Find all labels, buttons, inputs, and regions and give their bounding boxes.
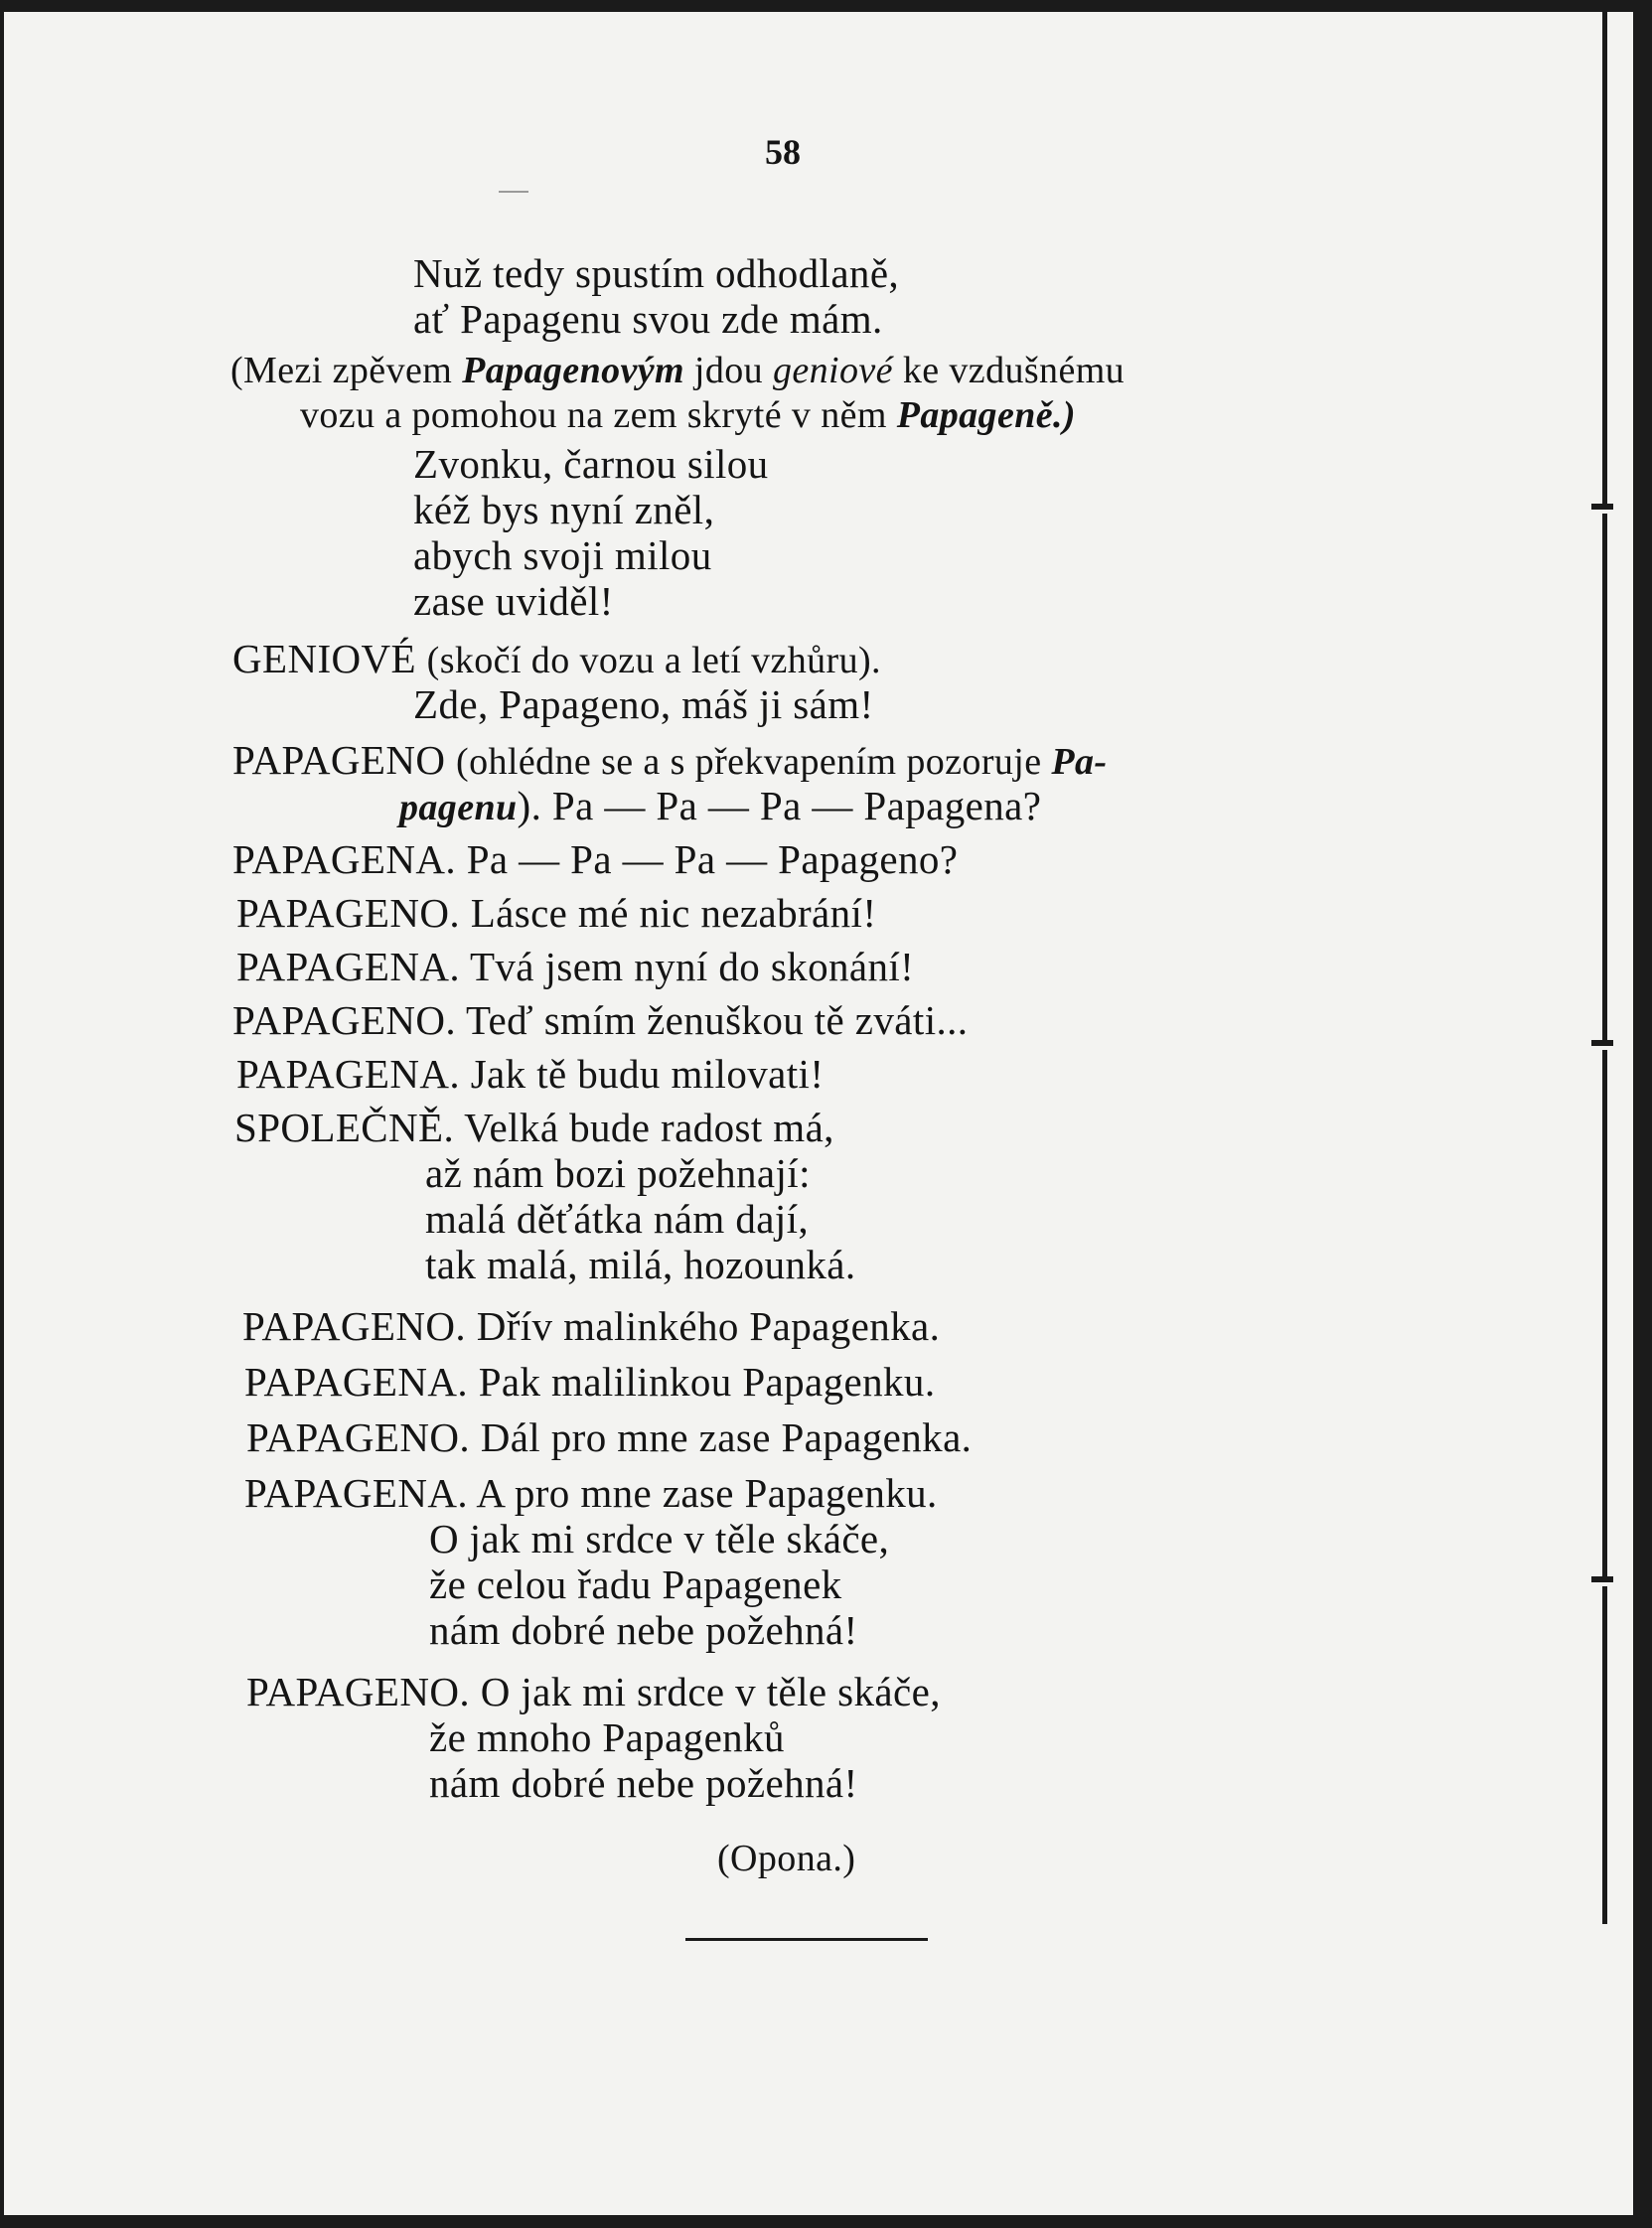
verse-line — [425, 1196, 809, 1242]
speaker-name: PAPAGENO. — [236, 890, 461, 936]
verse-line — [429, 1607, 858, 1653]
end-rule — [685, 1938, 928, 1941]
stage-direction: (skočí do vozu a letí vzhůru). — [426, 640, 881, 681]
verse-line — [429, 1760, 858, 1806]
page-edge-tick — [1591, 1040, 1613, 1046]
verse-line — [413, 250, 899, 296]
stage-direction: (ohlédne se a s překvapením pozoruje — [456, 741, 1052, 783]
direction-text: jdou — [684, 350, 773, 391]
dialogue-line — [246, 1669, 941, 1714]
speaker-name: PAPAGENA. — [244, 1470, 469, 1516]
character-name: Papageně.) — [896, 394, 1076, 436]
line-text: Pak malilinkou Papagenku. — [478, 1359, 936, 1405]
dialogue-line — [232, 836, 958, 882]
character-name: Pa- — [1051, 741, 1108, 783]
verse-line — [413, 296, 883, 342]
dialogue-line — [399, 783, 1041, 830]
verse-line — [413, 441, 769, 487]
line-text: zase uviděl! — [413, 578, 614, 624]
line-text: Zde, Papageno, máš ji sám! — [413, 681, 874, 727]
speaker-name: PAPAGENO. — [246, 1414, 471, 1460]
decorative-dash — [499, 191, 528, 193]
page-edge-tick — [1591, 1576, 1613, 1582]
line-text: ). Pa — Pa — Pa — Papagena? — [517, 783, 1042, 828]
speaker-name: PAPAGENO. — [242, 1303, 467, 1349]
dialogue-line — [236, 1051, 824, 1097]
line-text: nám dobré nebe požehná! — [429, 1760, 858, 1806]
line-text: nám dobré nebe požehná! — [429, 1607, 858, 1653]
speaker-name: GENIOVÉ — [232, 636, 416, 681]
line-text: Pa — Pa — Pa — Papageno? — [466, 836, 959, 882]
verse-line — [413, 681, 874, 727]
dialogue-line — [244, 1470, 938, 1516]
dialogue-line — [246, 1414, 972, 1460]
dialogue-line — [232, 636, 881, 683]
speaker-name: PAPAGENA. — [236, 944, 461, 989]
dialogue-line — [232, 737, 1107, 785]
page-edge-tick — [1591, 504, 1613, 510]
verse-line — [429, 1714, 785, 1760]
book-page — [4, 12, 1633, 2215]
verse-line — [429, 1516, 889, 1561]
dialogue-line — [242, 1303, 940, 1349]
speaker-name: PAPAGENA. — [244, 1359, 469, 1405]
line-text: O jak mi srdce v těle skáče, — [480, 1669, 941, 1714]
line-text: že mnoho Papagenků — [429, 1714, 785, 1760]
line-text: malá děťátka nám dají, — [425, 1196, 810, 1242]
page-edge-line — [1602, 1586, 1607, 1924]
page-edge-line — [1602, 514, 1607, 1040]
character-name: Papagenovým — [462, 350, 684, 391]
closing-text: (Opona.) — [717, 1838, 856, 1879]
speaker-name: PAPAGENA. — [236, 1051, 461, 1097]
verse-line — [413, 578, 614, 624]
speaker-name: PAPAGENO. — [232, 997, 457, 1043]
line-text: Dřív malinkého Papagenka. — [476, 1303, 941, 1349]
speaker-name: PAPAGENO. — [246, 1669, 471, 1714]
line-text: Lásce mé nic nezabrání! — [470, 890, 877, 936]
line-text: Zvonku, čarnou silou — [413, 441, 769, 487]
closing-direction — [717, 1836, 855, 1881]
direction-text: ke vzdušnému — [892, 350, 1126, 391]
line-text: Velká bude radost má, — [464, 1105, 834, 1150]
stage-direction — [300, 392, 1076, 438]
line-text: tak malá, milá, hozounká. — [425, 1242, 856, 1287]
stage-direction — [230, 348, 1125, 393]
dialogue-line — [244, 1359, 936, 1405]
dialogue-line — [234, 1105, 834, 1150]
speaker-name: PAPAGENA. — [232, 836, 457, 882]
line-text: kéž bys nyní zněl, — [413, 487, 715, 532]
line-text: že celou řadu Papagenek — [429, 1561, 842, 1607]
speaker-name: SPOLEČNĚ. — [234, 1105, 455, 1150]
page-number: 58 — [765, 132, 801, 172]
line-text: O jak mi srdce v těle skáče, — [429, 1516, 890, 1561]
direction-text: vozu a pomohou na zem skryté v něm — [300, 394, 897, 436]
verse-line — [429, 1561, 842, 1607]
speaker-name: PAPAGENO — [232, 737, 446, 783]
line-text: Dál pro mne zase Papagenka. — [480, 1414, 973, 1460]
line-text: až nám bozi požehnají: — [425, 1150, 811, 1196]
verse-line — [425, 1150, 811, 1196]
verse-line — [425, 1242, 856, 1287]
dialogue-line — [236, 890, 876, 936]
line-text: Nuž tedy spustím odhodlaně, — [413, 250, 900, 296]
direction-text: (Mezi zpěvem — [230, 350, 463, 391]
line-text: abych svoji milou — [413, 532, 712, 578]
character-name: geniové — [772, 350, 893, 391]
line-text: Tvá jsem nyní do skonání! — [469, 944, 915, 989]
character-name: pagenu — [399, 787, 518, 828]
dialogue-line — [236, 944, 914, 989]
verse-line — [413, 487, 714, 532]
page-edge-line — [1602, 12, 1607, 509]
line-text: ať Papagenu svou zde mám. — [413, 296, 883, 342]
verse-line — [413, 532, 712, 578]
line-text: Teď smím ženuškou tě zváti... — [465, 997, 969, 1043]
line-text: A pro mne zase Papagenku. — [476, 1470, 938, 1516]
dialogue-line — [232, 997, 968, 1043]
page-edge-line — [1602, 1050, 1607, 1576]
line-text: Jak tě budu milovati! — [470, 1051, 825, 1097]
